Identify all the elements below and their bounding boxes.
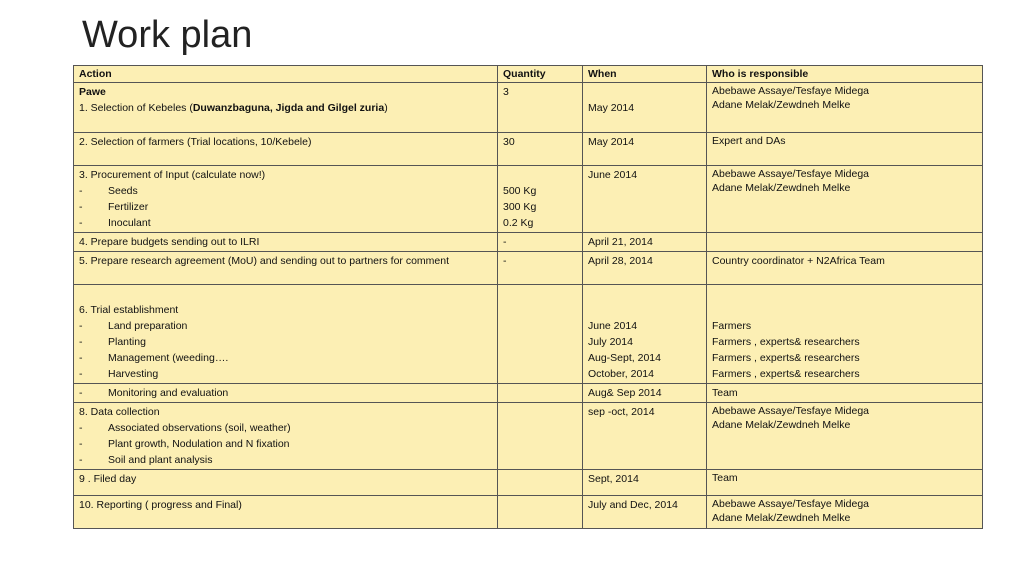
- when-cell: June 2014 July 2014 Aug-Sept, 2014 October, 2014: [583, 285, 707, 384]
- who-cell: Farmers Farmers , experts& researchers Farmers , experts& researchers Farmers , experts& researchers: [707, 285, 983, 384]
- header-who: Who is responsible: [707, 66, 983, 83]
- table-row: [74, 470, 983, 496]
- header-action: Action: [74, 66, 498, 83]
- quantity-cell: 30: [498, 133, 583, 166]
- table-row: [74, 285, 983, 384]
- header-row: [74, 66, 983, 83]
- action-text: 1. Selection of Kebeles (Duwanzbaguna, Jigda and Gilgel zuria): [79, 102, 388, 114]
- action-cell: 3. Procurement of Input (calculate now!) - Seeds - Fertilizer - Inoculant: [74, 166, 498, 233]
- when-cell: sep -oct, 2014: [583, 403, 707, 470]
- who-cell: Team: [707, 470, 983, 496]
- who-cell: [707, 233, 983, 252]
- who-cell: Team: [707, 384, 983, 403]
- action-cell: - Monitoring and evaluation: [74, 384, 498, 403]
- when-cell: Sept, 2014: [583, 470, 707, 496]
- action-cell: 10. Reporting ( progress and Final): [74, 496, 498, 529]
- quantity-cell: [498, 496, 583, 529]
- when-cell: April 21, 2014: [583, 233, 707, 252]
- table-row: [74, 384, 983, 403]
- quantity-cell: -: [498, 233, 583, 252]
- quantity-cell: [498, 403, 583, 470]
- when-cell: Aug& Sep 2014: [583, 384, 707, 403]
- quantity-cell: 3: [498, 83, 583, 133]
- when-cell: July and Dec, 2014: [583, 496, 707, 529]
- quantity-cell: [498, 384, 583, 403]
- site-name: Pawe: [79, 86, 106, 98]
- action-cell: 6. Trial establishment - Land preparation - Planting - Management (weeding…. - Harvesting: [74, 285, 498, 384]
- who-cell: Abebawe Assaye/Tesfaye Midega Adane Melak/Zewdneh Melke: [707, 403, 983, 470]
- action-cell: 8. Data collection - Associated observations (soil, weather) - Plant growth, Nodulation and N fixation - Soil and plant analysis: [74, 403, 498, 470]
- action-cell: [74, 83, 498, 133]
- table-row: [74, 166, 983, 233]
- quantity-cell: -: [498, 252, 583, 285]
- action-cell: 5. Prepare research agreement (MoU) and sending out to partners for comment: [74, 252, 498, 285]
- table-row: [74, 233, 983, 252]
- quantity-cell: [498, 470, 583, 496]
- table-row: [74, 252, 983, 285]
- header-quantity: Quantity: [498, 66, 583, 83]
- quantity-cell: 500 Kg 300 Kg 0.2 Kg: [498, 166, 583, 233]
- who-cell: Abebawe Assaye/Tesfaye Midega Adane Melak/Zewdneh Melke: [707, 166, 983, 233]
- who-cell: Abebawe Assaye/Tesfaye Midega Adane Melak/Zewdneh Melke: [707, 83, 983, 133]
- action-cell: 9 . Filed day: [74, 470, 498, 496]
- when-cell: June 2014: [583, 166, 707, 233]
- page-title: Work plan: [82, 14, 253, 56]
- work-plan-table: [73, 65, 983, 529]
- table-row: [74, 403, 983, 470]
- table-row: [74, 496, 983, 529]
- who-cell: Abebawe Assaye/Tesfaye Midega Adane Melak/Zewdneh Melke: [707, 496, 983, 529]
- table-row: [74, 83, 983, 133]
- action-cell: 2. Selection of farmers (Trial locations, 10/Kebele): [74, 133, 498, 166]
- quantity-cell: [498, 285, 583, 384]
- action-cell: 4. Prepare budgets sending out to ILRI: [74, 233, 498, 252]
- who-cell: Country coordinator + N2Africa Team: [707, 252, 983, 285]
- when-cell: May 2014: [583, 133, 707, 166]
- when-cell: April 28, 2014: [583, 252, 707, 285]
- when-cell: May 2014: [583, 83, 707, 133]
- header-when: When: [583, 66, 707, 83]
- who-cell: Expert and DAs: [707, 133, 983, 166]
- table-row: [74, 133, 983, 166]
